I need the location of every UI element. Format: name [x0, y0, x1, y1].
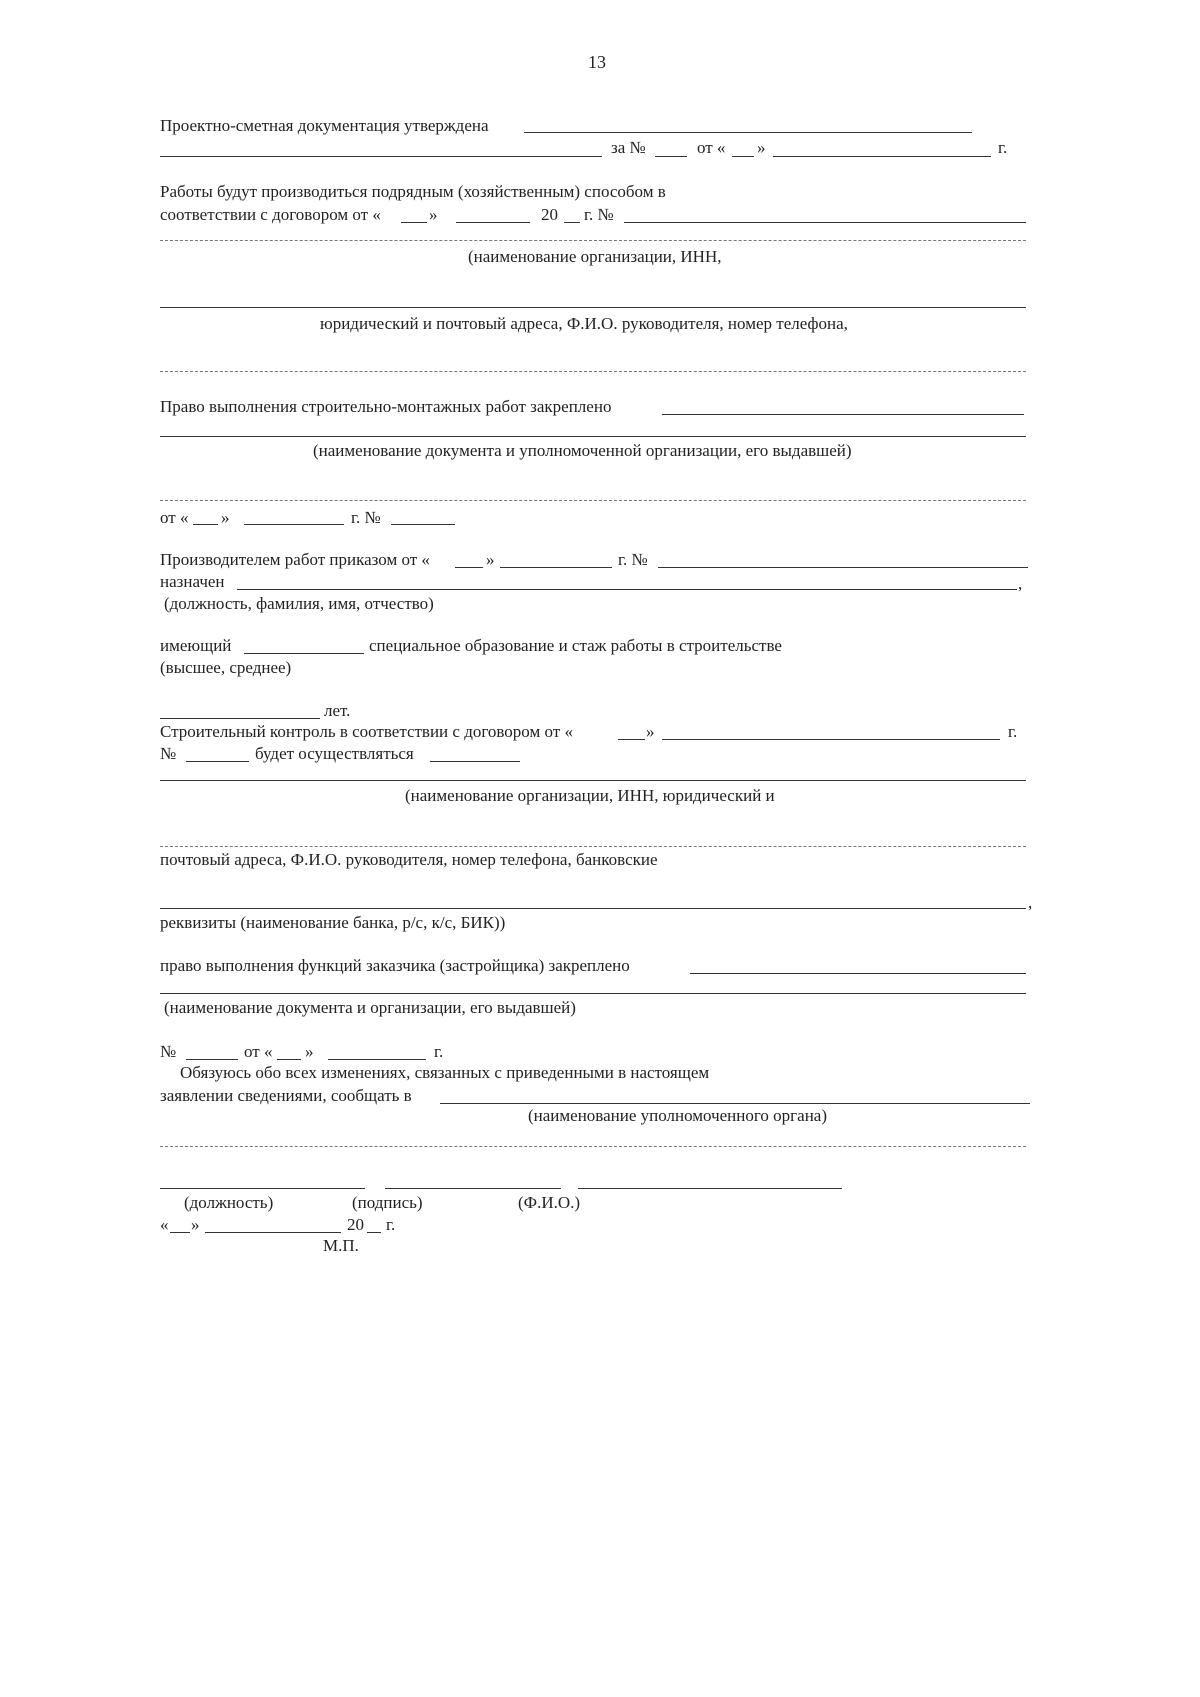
control-contract-year-suffix: г.	[1008, 722, 1018, 741]
obligation-authority-field[interactable]	[440, 1103, 1030, 1104]
manager-order-month-field[interactable]	[500, 567, 612, 568]
design-docs-number-field[interactable]	[655, 156, 687, 157]
manager-order-day-field[interactable]	[455, 567, 483, 568]
customer-right-quote-close: »	[305, 1042, 314, 1061]
manager-having-label: имеющий	[160, 636, 232, 655]
manager-years-label: лет.	[324, 701, 351, 720]
control-bank-field[interactable]	[160, 908, 1026, 909]
works-contract-month-field[interactable]	[456, 222, 530, 223]
manager-education-text: специальное образование и стаж работы в строительстве	[369, 636, 782, 655]
design-docs-approved-label: Проектно-сметная документация утверждена	[160, 116, 489, 135]
customer-right-field[interactable]	[690, 973, 1026, 974]
signature-year-prefix: 20	[347, 1215, 364, 1234]
design-docs-day-field[interactable]	[732, 156, 754, 157]
construction-right-day-field[interactable]	[193, 524, 218, 525]
design-docs-date-field[interactable]	[773, 156, 991, 157]
control-contract-quote-close: »	[646, 722, 655, 741]
signature-date-quote-open: «	[160, 1215, 169, 1234]
construction-right-number-field[interactable]	[391, 524, 455, 525]
manager-order-number-field[interactable]	[658, 567, 1028, 568]
customer-right-num-label: №	[160, 1042, 177, 1061]
works-contract-quote-close: »	[429, 205, 438, 224]
signature-date-quote-close: »	[191, 1215, 200, 1234]
design-docs-document-field[interactable]	[160, 156, 602, 157]
manager-experience-field[interactable]	[160, 718, 320, 719]
obligation-text: Обязуюсь обо всех изменениях, связанных с приведенными в настоящем	[180, 1063, 710, 1082]
control-performer-field[interactable]	[430, 761, 520, 762]
construction-right-quote-close: »	[221, 508, 230, 527]
signature-seal-label: М.П.	[323, 1236, 359, 1255]
customer-right-number-field[interactable]	[186, 1059, 238, 1060]
design-docs-year-suffix: г.	[998, 138, 1008, 157]
works-org-details-caption: юридический и почтовый адреса, Ф.И.О. руководителя, номер телефона,	[320, 314, 848, 333]
signature-sign-caption: (подпись)	[352, 1193, 423, 1212]
works-contract-day-field[interactable]	[401, 222, 427, 223]
works-contract-year-prefix: 20	[541, 205, 558, 224]
control-address-caption: почтовый адреса, Ф.И.О. руководителя, номер телефона, банковские	[160, 850, 658, 869]
control-bank-comma: ,	[1028, 893, 1033, 912]
works-contract-from-label: соответствии с договором от «	[160, 205, 381, 224]
control-number-field[interactable]	[186, 761, 249, 762]
control-will-be-label: будет осуществляться	[255, 744, 414, 763]
construction-right-label: Право выполнения строительно-монтажных работ закреплено	[160, 397, 612, 416]
construction-right-field[interactable]	[662, 414, 1024, 415]
construction-right-num-label: г. №	[351, 508, 381, 527]
signature-name-caption: (Ф.И.О.)	[518, 1193, 581, 1212]
signature-sign-field[interactable]	[385, 1188, 561, 1189]
construction-right-from-label: от «	[160, 508, 189, 527]
manager-order-label: Производителем работ приказом от «	[160, 550, 430, 569]
signature-year-suffix: г.	[386, 1215, 396, 1234]
customer-right-year-suffix: г.	[434, 1042, 444, 1061]
signature-position-field[interactable]	[160, 1188, 365, 1189]
manager-education-field[interactable]	[244, 653, 364, 654]
obligation-authority-caption: (наименование уполномоченного органа)	[528, 1106, 828, 1125]
manager-appointed-label: назначен	[160, 572, 225, 591]
page-number: 13	[588, 52, 606, 72]
control-num-label: №	[160, 744, 177, 763]
control-contract-date-field[interactable]	[662, 739, 1000, 740]
customer-right-label: право выполнения функций заказчика (застройщика) закреплено	[160, 956, 630, 975]
control-contract-label: Строительный контроль в соответствии с договором от «	[160, 722, 573, 741]
works-organization-field[interactable]	[160, 240, 1026, 241]
signature-day-field[interactable]	[170, 1232, 190, 1233]
design-docs-approved-by-field[interactable]	[524, 132, 972, 133]
control-organization-details-field[interactable]	[160, 846, 1026, 847]
works-contract-year-field[interactable]	[564, 222, 580, 223]
manager-appointed-caption: (должность, фамилия, имя, отчество)	[164, 594, 434, 613]
control-bank-caption: реквизиты (наименование банка, р/с, к/с, БИК))	[160, 913, 506, 932]
control-org-caption: (наименование организации, ИНН, юридический и	[405, 786, 775, 805]
construction-right-document-field[interactable]	[160, 436, 1026, 437]
obligation-authority-extra-field[interactable]	[160, 1146, 1026, 1147]
works-organization-details-field[interactable]	[160, 307, 1026, 308]
manager-order-num-label: г. №	[618, 550, 648, 569]
construction-right-extra-field[interactable]	[160, 500, 1026, 501]
customer-right-month-field[interactable]	[328, 1059, 426, 1060]
signature-name-field[interactable]	[578, 1188, 842, 1189]
signature-month-field[interactable]	[205, 1232, 341, 1233]
customer-right-from-label: от «	[244, 1042, 273, 1061]
obligation-report-to-label: заявлении сведениями, сообщать в	[160, 1086, 412, 1105]
manager-appointed-field[interactable]	[237, 589, 1017, 590]
construction-right-caption: (наименование документа и уполномоченной организации, его выдавшей)	[313, 441, 852, 460]
control-organization-field[interactable]	[160, 780, 1026, 781]
manager-appointed-comma: ,	[1018, 574, 1023, 593]
works-contract-num-label: г. №	[584, 205, 614, 224]
construction-right-month-field[interactable]	[244, 524, 344, 525]
manager-education-caption: (высшее, среднее)	[160, 658, 292, 677]
works-org-caption: (наименование организации, ИНН,	[468, 247, 722, 266]
control-contract-day-field[interactable]	[618, 739, 645, 740]
works-organization-extra-field[interactable]	[160, 371, 1026, 372]
signature-position-caption: (должность)	[184, 1193, 274, 1212]
design-docs-num-label: за №	[611, 138, 646, 157]
design-docs-from-label: от «	[697, 138, 726, 157]
works-contract-number-field[interactable]	[624, 222, 1026, 223]
customer-right-document-field[interactable]	[160, 993, 1026, 994]
customer-right-caption: (наименование документа и организации, его выдавшей)	[164, 998, 576, 1017]
manager-order-quote-close: »	[486, 550, 495, 569]
works-method-text: Работы будут производиться подрядным (хозяйственным) способом в	[160, 182, 666, 201]
signature-year-field[interactable]	[367, 1232, 381, 1233]
design-docs-quote-close: »	[757, 138, 766, 157]
customer-right-day-field[interactable]	[277, 1059, 301, 1060]
